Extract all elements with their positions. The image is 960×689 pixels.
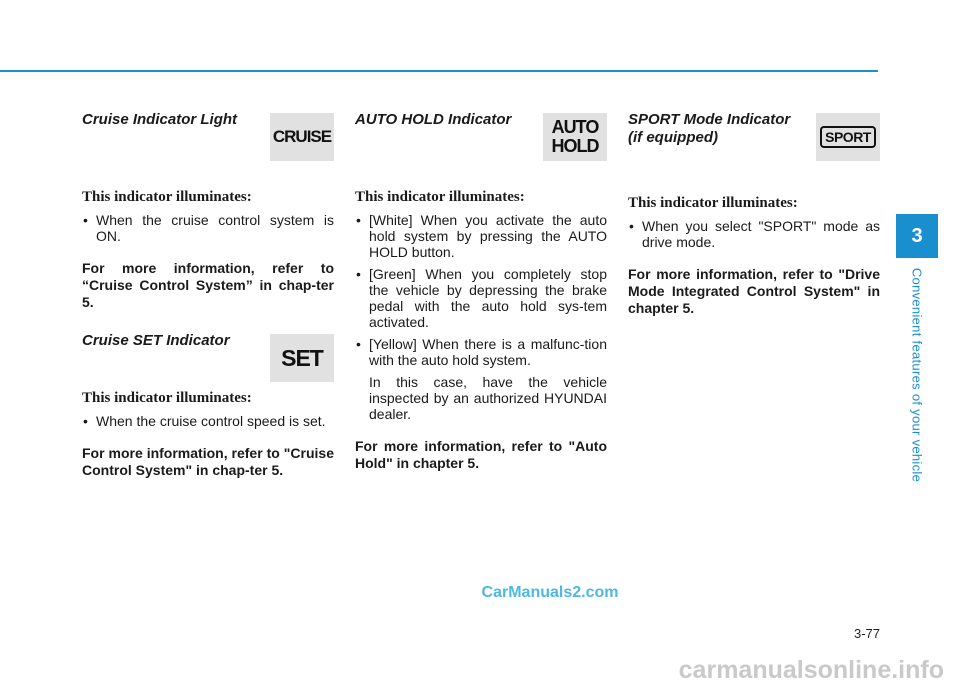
chapter-number-tab: 3 [896,214,938,258]
section-cruise-indicator [82,108,334,310]
section-title-main: SPORT Mode Indicator [628,111,791,128]
section-title: Cruise Indicator Light [82,111,238,128]
reference-text: For more information, refer to "Drive Mode Integrated Control System" in chapter 5. [628,266,880,316]
cruise-indicator-icon: CRUISE [270,113,334,161]
indicator-label: SPORT [820,126,876,148]
illuminates-heading: This indicator illuminates: [82,189,252,205]
header-rule [0,70,878,72]
bullet-list [355,212,607,368]
watermark-carmanuals2: CarManuals2.com [481,584,619,601]
section-sport-mode-indicator [628,108,880,317]
column-2 [355,108,607,472]
column-1 [82,108,334,479]
watermark-carmanualsonline: carmanualsonline.info [678,656,944,684]
section-cruise-set-indicator [82,329,334,479]
reference-text: For more information, refer to “Cruise Control System” in chap-ter 5. [82,260,334,310]
list-item: • [White] When you activate the auto hold system by pressing the AUTO HOLD button. [355,212,607,260]
list-item: • When you select "SPORT" mode as drive mode. [628,218,880,250]
sport-indicator-icon [816,113,880,161]
indicator-line: AUTO [551,117,599,137]
bullet-subtext: In this case, have the vehicle inspected by an authorized HYUNDAI dealer. [369,374,607,422]
section-auto-hold-indicator [355,108,607,472]
section-title: AUTO HOLD Indicator [355,111,512,128]
set-indicator-icon: SET [270,334,334,382]
chapter-title: Convenient features of your vehicle [909,267,925,483]
list-item: • [Yellow] When there is a malfunc-tion with the auto hold system. [355,336,607,368]
list-item: • When the cruise control speed is set. [82,413,334,429]
bullet-list [82,413,334,429]
illuminates-heading: This indicator illuminates: [82,390,252,406]
section-title-sub: (if equipped) [628,129,718,146]
section-title: Cruise SET Indicator [82,332,230,349]
column-3 [628,108,880,317]
list-item: • [Green] When you completely stop the vehicle by depressing the brake pedal with the auto hold sys-tem activated. [355,266,607,330]
illuminates-heading: This indicator illuminates: [628,195,798,211]
indicator-line: HOLD [551,136,599,156]
reference-text: For more information, refer to "Auto Hold" in chapter 5. [355,438,607,471]
illuminates-heading: This indicator illuminates: [355,189,525,205]
list-item: • When the cruise control system is ON. [82,212,334,244]
section-title [628,108,803,147]
reference-text: For more information, refer to "Cruise Control System" in chap-ter 5. [82,445,334,478]
bullet-list [628,218,880,250]
auto-hold-indicator-icon [543,113,607,161]
bullet-list [82,212,334,244]
page-number: 3-77 [853,626,880,641]
